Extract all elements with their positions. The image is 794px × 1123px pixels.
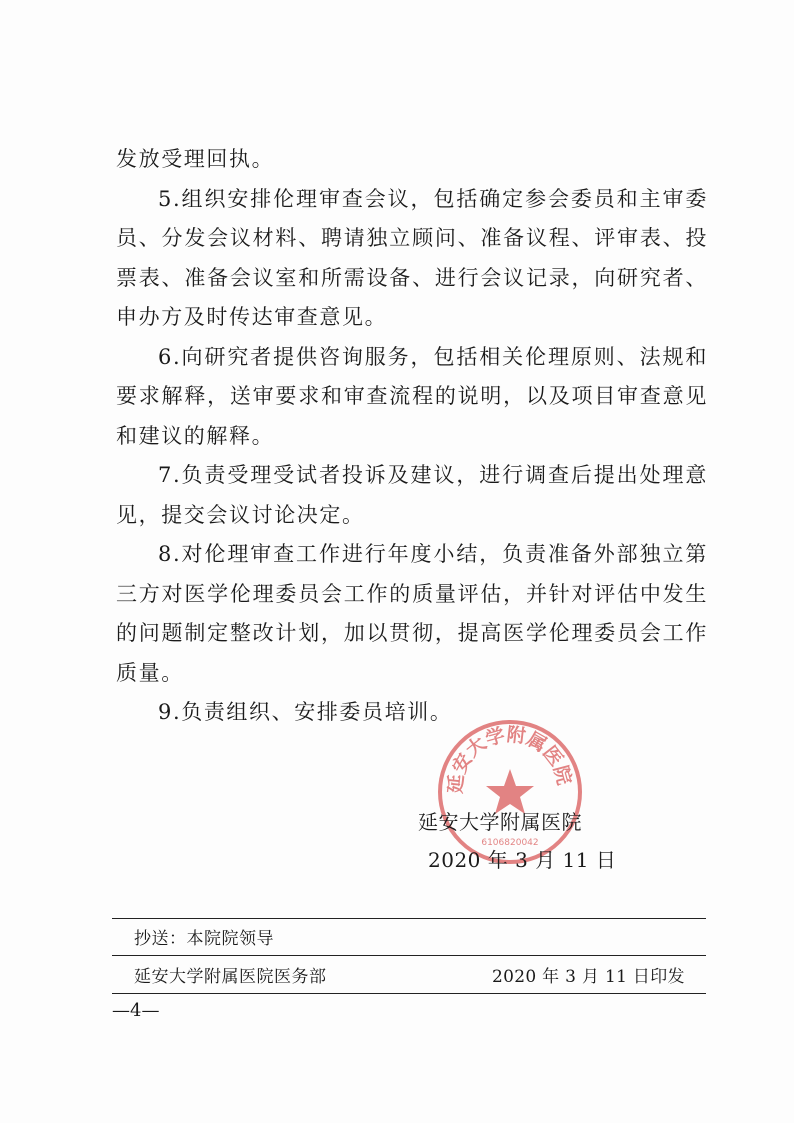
paragraph-item-8: 8.对伦理审查工作进行年度小结，负责准备外部独立第三方对医学伦理委员会工作的质量评估，并针对评估中发生的问题制定整改计划，加以贯彻，提高医学伦理委员会工作质量。 (116, 542, 708, 685)
footer-top-divider (112, 918, 706, 919)
paragraph-item-7: 7.负责受理受试者投诉及建议，进行调查后提出处理意见，提交会议讨论决定。 (116, 463, 708, 527)
page-number: —4— (112, 1000, 160, 1021)
paragraph-item-5: 5.组织安排伦理审查会议，包括确定参会委员和主审委员、分发会议材料、聘请独立顾问、准备议程、评审表、投票表、准备会议室和所需设备、进行会议记录，向研究者、申办方及时传达审查意见。 (116, 186, 708, 329)
issuing-department: 延安大学附属医院医务部 (134, 967, 327, 987)
seal-text: 延安大学附属医院 (444, 723, 576, 795)
print-date: 2020 年 3 月 11 日印发 (492, 967, 685, 987)
seal-serial: 6106820042 (481, 838, 539, 848)
body-text (116, 140, 708, 733)
paragraph-item-6: 6.向研究者提供咨询服务，包括相关伦理原则、法规和要求解释，送审要求和审查流程的说明，以及项目审查意见和建议的解释。 (116, 344, 708, 448)
paragraph-continuation: 发放受理回执。 (116, 147, 275, 171)
footer-bottom-divider (112, 993, 706, 994)
footer-middle-divider (112, 955, 706, 956)
cc-recipients: 抄送：本院院领导 (134, 929, 274, 949)
signature-date: 2020 年 3 月 11 日 (428, 848, 617, 872)
paragraph-item-9: 9.负责组织、安排委员培训。 (158, 700, 453, 724)
signature-organization: 延安大学附属医院 (418, 810, 582, 834)
